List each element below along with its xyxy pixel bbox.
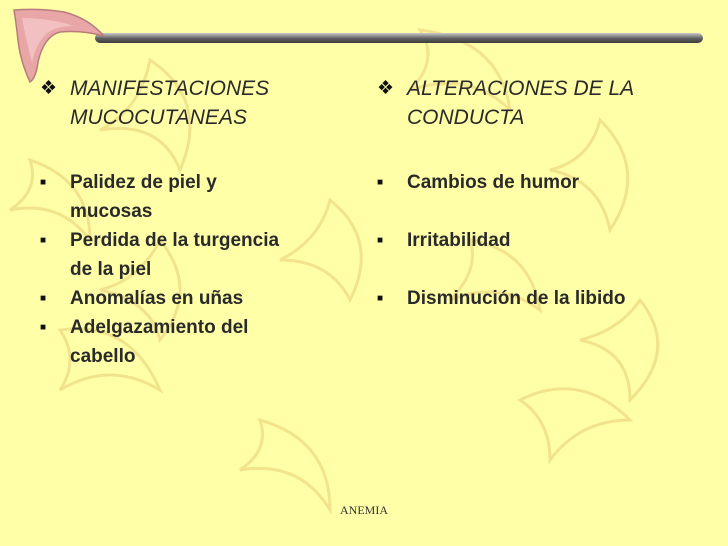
- list-item-text: de la piel: [70, 259, 152, 280]
- list-item-text: cabello: [70, 346, 136, 367]
- square-bullet-icon: ■: [377, 293, 384, 304]
- right-heading-line1: ALTERACIONES DE LA: [407, 77, 635, 100]
- right-heading-line2: CONDUCTA: [407, 106, 525, 129]
- list-item-text: Perdida de la turgencia: [70, 230, 280, 251]
- square-bullet-icon: ■: [40, 293, 47, 304]
- square-bullet-icon: ■: [40, 322, 47, 333]
- right-column: [377, 74, 717, 342]
- list-item: [40, 226, 340, 284]
- list-item: [40, 168, 340, 226]
- left-heading: [40, 74, 340, 132]
- list-item-text: mucosas: [70, 201, 153, 222]
- diamond-bullet-icon: ❖: [40, 78, 58, 99]
- list-item: [377, 284, 717, 313]
- right-heading: [377, 74, 717, 132]
- list-item: [377, 226, 717, 255]
- left-list: [40, 168, 340, 371]
- left-heading-line2: MUCOCUTANEAS: [70, 106, 247, 129]
- square-bullet-icon: ■: [377, 177, 384, 188]
- square-bullet-icon: ■: [377, 235, 384, 246]
- list-item: [377, 168, 717, 197]
- square-bullet-icon: ■: [40, 177, 47, 188]
- boomerang-logo-icon: [0, 0, 112, 84]
- list-item-text: Anomalías en uñas: [70, 288, 244, 309]
- list-item-text: Cambios de humor: [407, 172, 580, 193]
- right-list: [377, 168, 717, 313]
- list-item-text: Irritabilidad: [407, 230, 511, 251]
- list-item-text: Palidez de piel y: [70, 172, 217, 193]
- left-column: [40, 74, 340, 371]
- square-bullet-icon: ■: [40, 235, 47, 246]
- list-item: [40, 313, 340, 371]
- diamond-bullet-icon: ❖: [377, 78, 395, 99]
- list-item-text: Adelgazamiento del: [70, 317, 249, 338]
- list-item-text: Disminución de la libido: [407, 288, 626, 309]
- left-heading-line1: MANIFESTACIONES: [70, 77, 270, 100]
- title-divider-bar: [95, 33, 703, 43]
- slide-footer: ANEMIA: [340, 503, 388, 517]
- list-item: [40, 284, 340, 313]
